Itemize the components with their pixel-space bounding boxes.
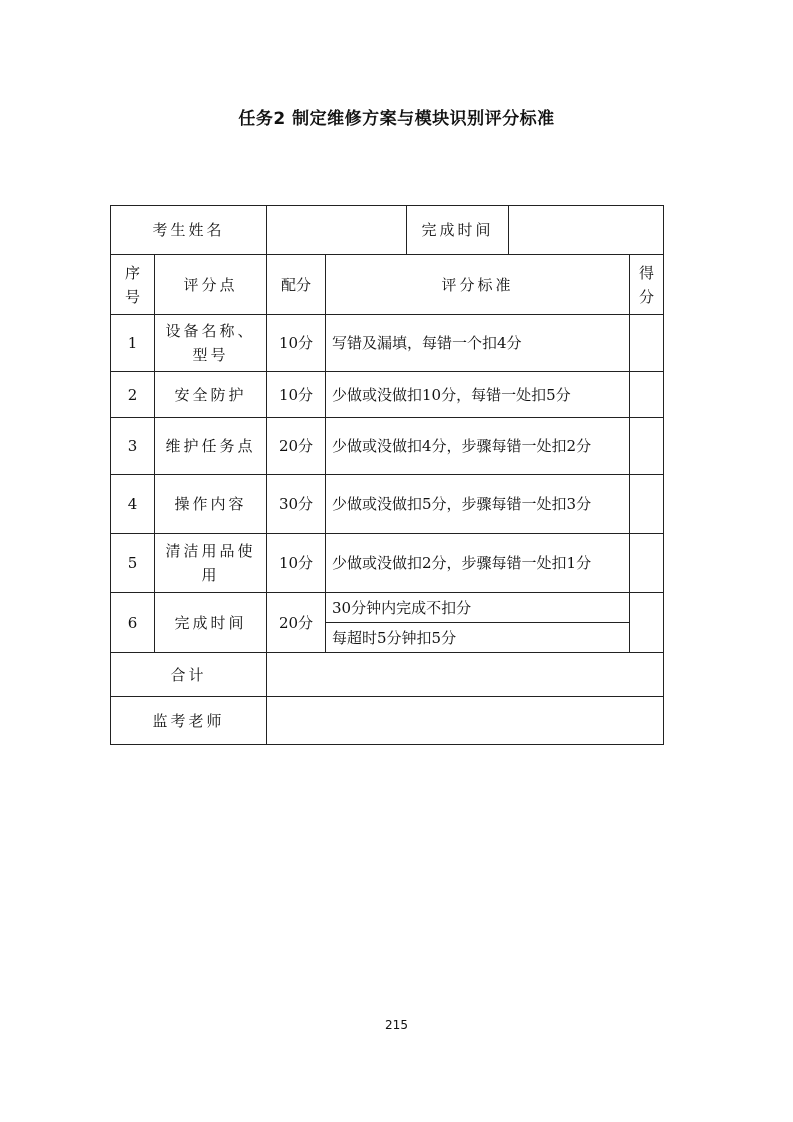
supervisor-label: 监考老师 [111, 697, 267, 745]
page-number: 215 [385, 1018, 408, 1032]
total-value [267, 653, 664, 697]
row-seq: 3 [111, 418, 155, 475]
table-row [111, 475, 664, 534]
candidate-info-row [111, 206, 664, 255]
scoring-table [110, 205, 664, 745]
row-score: 20分 [267, 418, 326, 475]
row-criteria-line-1: 30分钟内完成不扣分 [326, 593, 629, 623]
table-row [111, 372, 664, 418]
row-criteria [326, 593, 630, 653]
completion-time-label: 完成时间 [407, 206, 509, 254]
completion-time-field [509, 206, 663, 254]
row-result [630, 372, 664, 418]
row-score: 10分 [267, 315, 326, 372]
col-seq-header: 序号 [124, 263, 140, 306]
total-row [111, 653, 664, 697]
row-seq: 4 [111, 475, 155, 534]
row-point: 清洁用品使用 [165, 542, 256, 584]
row-point: 维护任务点 [155, 418, 267, 475]
row-score: 30分 [267, 475, 326, 534]
row-score: 10分 [267, 534, 326, 593]
candidate-name-field [267, 206, 407, 254]
row-point: 设备名称、型号 [165, 322, 256, 364]
col-criteria-header: 评分标准 [326, 255, 630, 315]
col-score-header: 配分 [267, 255, 326, 315]
table-row [111, 315, 664, 372]
row-point: 安全防护 [155, 372, 267, 418]
table-row [111, 593, 664, 653]
row-seq: 1 [111, 315, 155, 372]
row-result [630, 475, 664, 534]
col-result-header: 得分 [639, 263, 655, 306]
column-header-row [111, 255, 664, 315]
total-label: 合计 [111, 653, 267, 697]
row-point: 操作内容 [155, 475, 267, 534]
page-title: 任务2 制定维修方案与模块识别评分标准 [238, 109, 555, 129]
row-result [630, 418, 664, 475]
row-result [630, 315, 664, 372]
supervisor-row [111, 697, 664, 745]
supervisor-signature [267, 697, 664, 745]
row-result [630, 593, 664, 653]
row-criteria: 写错及漏填，每错一个扣4分 [326, 315, 630, 372]
table-row [111, 534, 664, 593]
row-seq: 6 [111, 593, 155, 653]
row-score: 10分 [267, 372, 326, 418]
row-result [630, 534, 664, 593]
row-seq: 5 [111, 534, 155, 593]
row-criteria-line-2: 每超时5分钟扣5分 [332, 628, 457, 647]
row-criteria: 少做或没做扣4分，步骤每错一处扣2分 [326, 418, 630, 475]
row-point: 完成时间 [155, 593, 267, 653]
table-row [111, 418, 664, 475]
row-seq: 2 [111, 372, 155, 418]
candidate-info-cells [267, 206, 664, 255]
row-criteria: 少做或没做扣5分，步骤每错一处扣3分 [326, 475, 630, 534]
col-point-header: 评分点 [155, 255, 267, 315]
row-score: 20分 [267, 593, 326, 653]
row-criteria: 少做或没做扣10分，每错一处扣5分 [326, 372, 630, 418]
candidate-name-label: 考生姓名 [111, 206, 267, 255]
row-criteria: 少做或没做扣2分，步骤每错一处扣1分 [326, 534, 630, 593]
